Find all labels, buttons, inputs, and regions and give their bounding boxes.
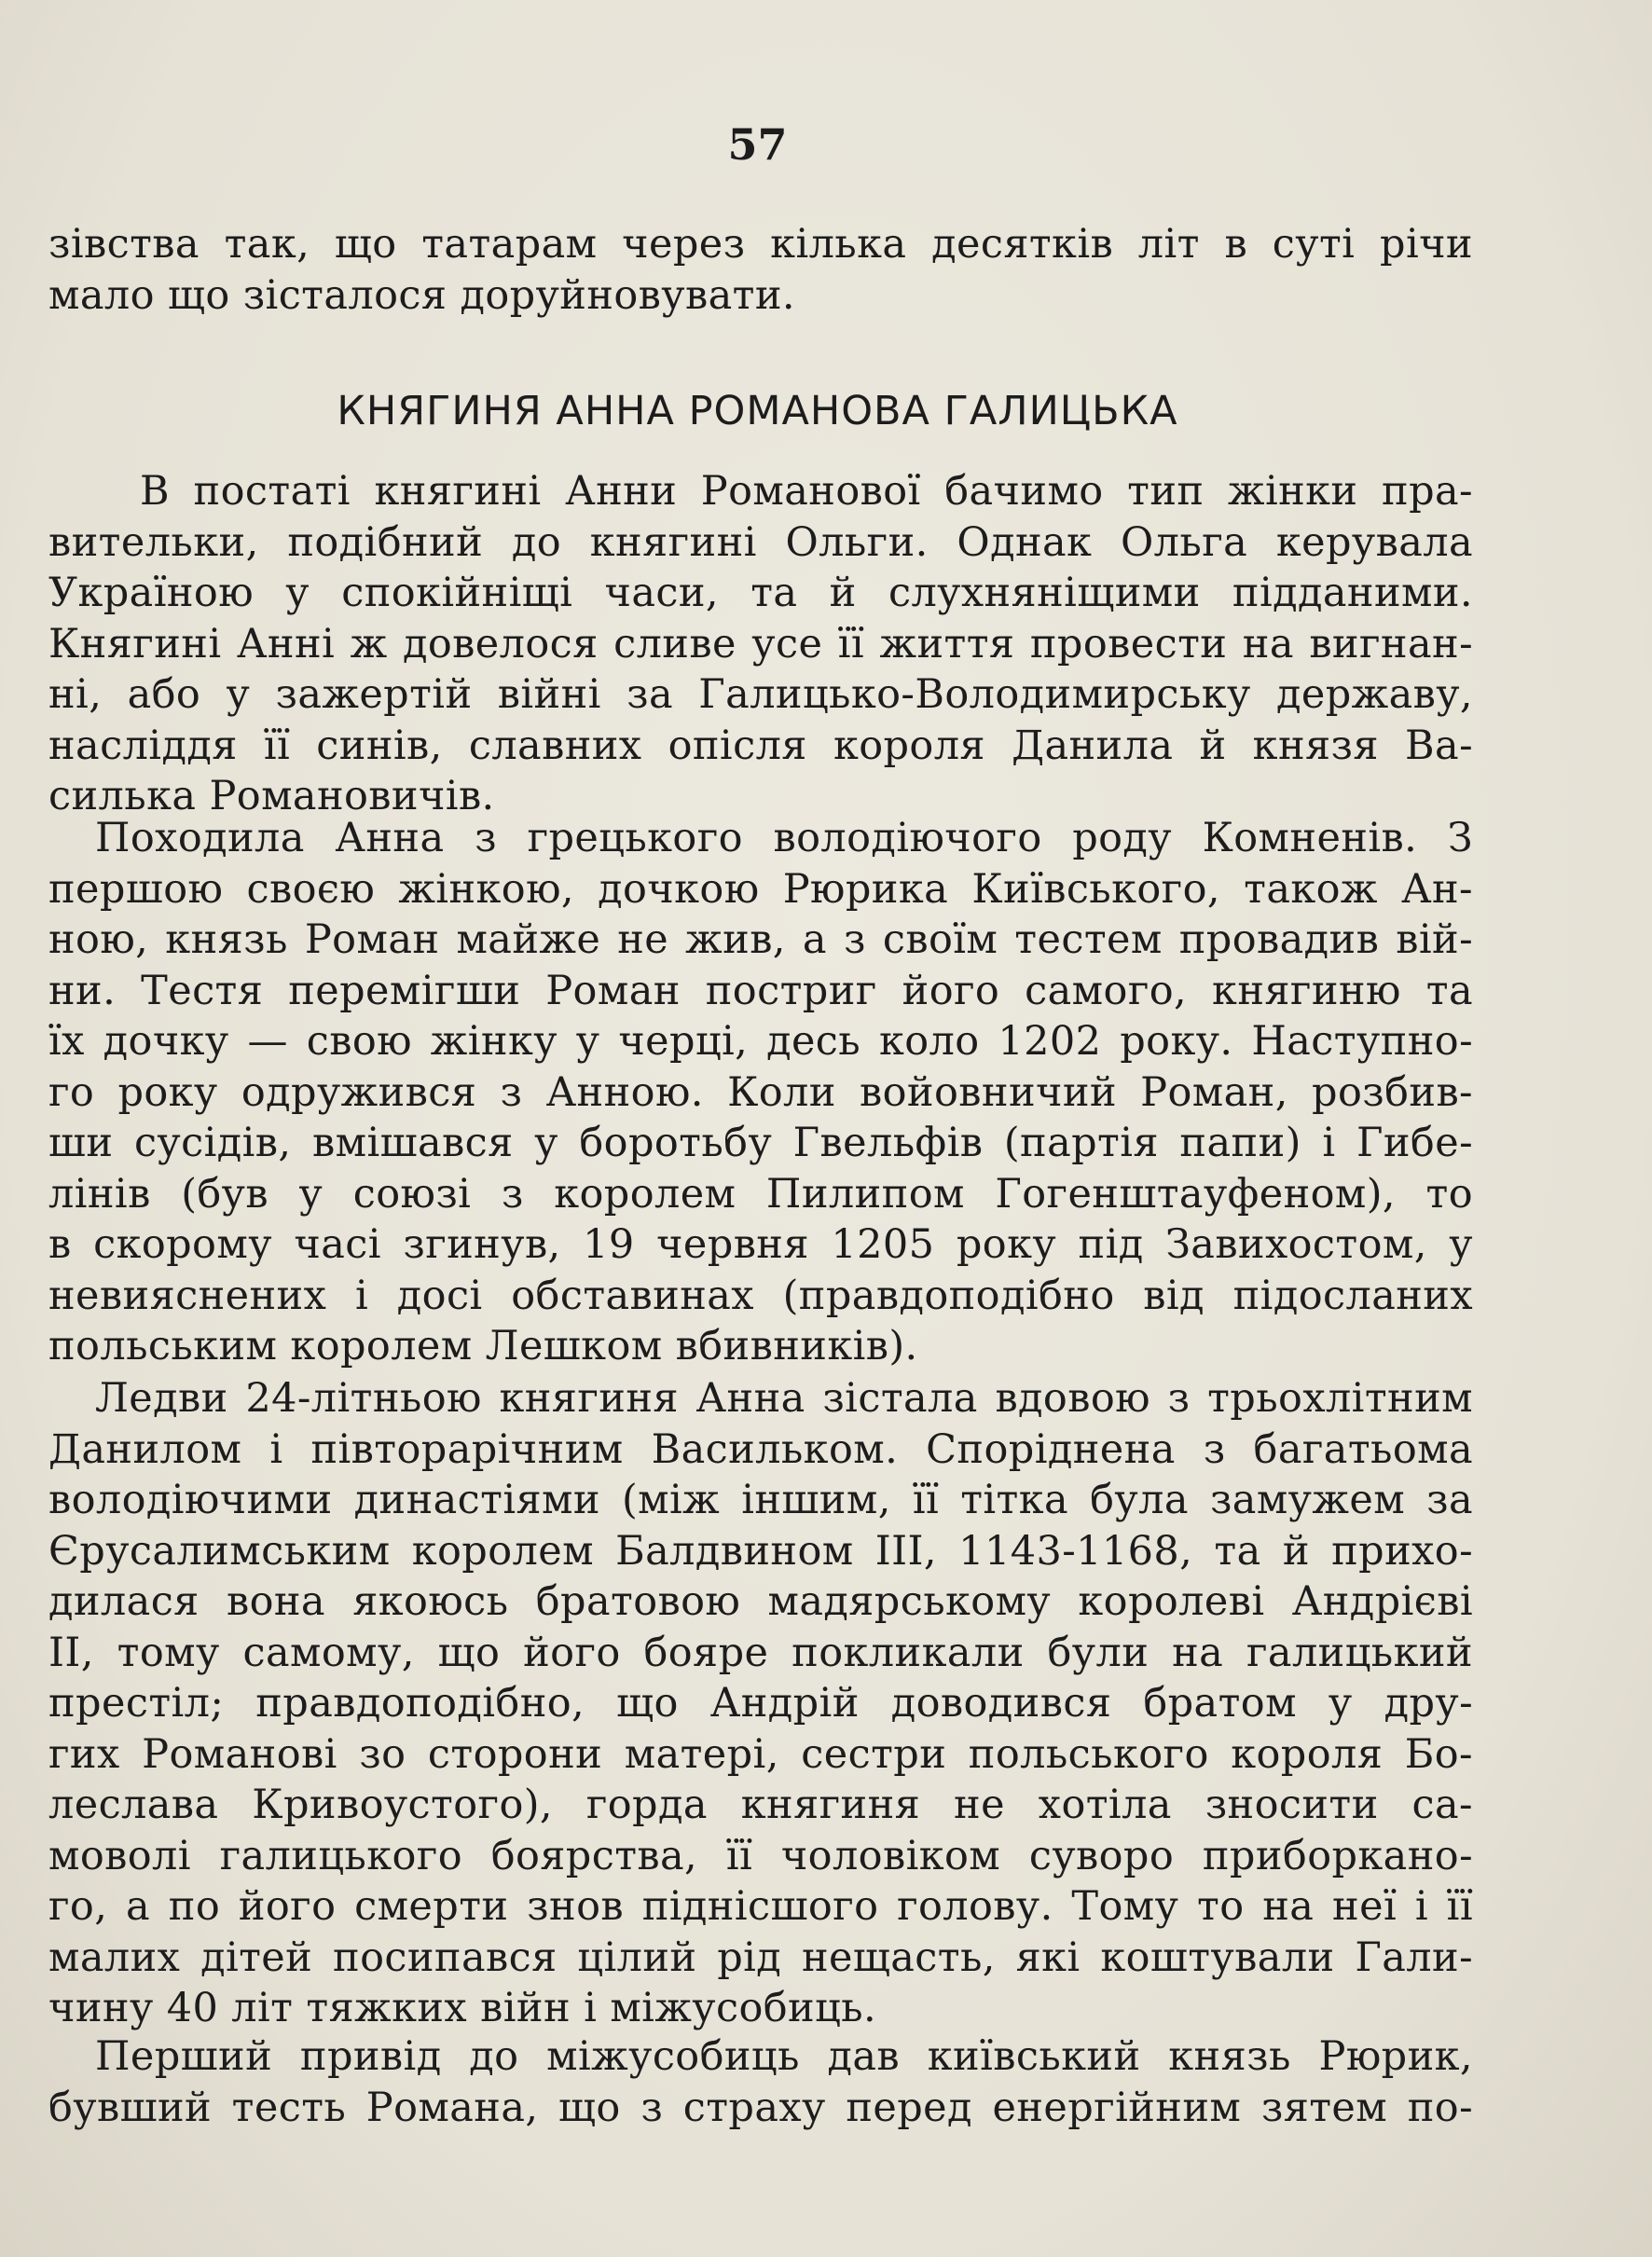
text-line: Україною у спокійніщі часи, та й слухняніщими підданими. — [48, 570, 1473, 616]
text-line: Єрусалимським королем Балдвином III, 1143-1168, та й прихо- — [48, 1527, 1473, 1575]
paragraph-conflict — [48, 2031, 1473, 2133]
text-line: силька Романовичів. — [48, 773, 495, 819]
text-line: ні, або у зажертій війні за Галицько-Володимирську державу, — [48, 671, 1473, 718]
text-line: го, а по його смерти знов піднісшого голову. Тому то на неї і її — [48, 1883, 1473, 1930]
text-line: моволі галицького боярства, її чоловіком суворо приборкано- — [48, 1832, 1473, 1879]
text-line: чину 40 літ тяжких війн і міжусобиць. — [48, 1985, 877, 2031]
text-line: володіючими династіями (між іншим, її тітка була замужем за — [48, 1477, 1473, 1523]
text-line: їх дочку — свою жінку у черці, десь коло 1202 року. Наступно- — [48, 1018, 1473, 1065]
text-line: насліддя її синів, славних опісля короля Данила й князя Ва- — [48, 722, 1473, 769]
text-line: II, тому самому, що його бояре покликали були на галицький — [48, 1629, 1473, 1676]
text-line: малих дітей посипався цілий рід нещасть, які коштували Гали- — [48, 1934, 1473, 1981]
text-line: леслава Кривоустого), горда княгиня не хотіла зносити са- — [48, 1782, 1473, 1828]
text-line: в скорому часі згинув, 19 червня 1205 року під Завихостом, у — [48, 1221, 1473, 1268]
text-line: В постаті княгині Анни Романової бачимо тип жінки пра- — [140, 468, 1473, 515]
text-line: го року одружився з Анною. Коли войовничий Роман, розбив- — [48, 1068, 1473, 1116]
text-line: зівства так, що татарам через кілька десятків літ в суті річи — [48, 221, 1473, 268]
text-line: мало що зісталося доруйновувати. — [48, 271, 795, 319]
text-line: Перший привід до міжусобиць дав київський князь Рюрик, — [95, 2033, 1473, 2080]
section-heading: КНЯГИНЯ АННА РОМАНОВА ГАЛИЦЬКА — [337, 388, 1178, 434]
text-line: ши сусідів, вмішався у боротьбу Гвельфів (партія папи) і Гибе- — [48, 1120, 1473, 1166]
text-line: дилася вона якоюсь братовою мадярському королеві Андрієві — [48, 1578, 1473, 1625]
text-line: Ледви 24-літньою княгиня Анна зістала вдовою з трьохлітним — [95, 1375, 1473, 1422]
text-line: Княгині Анні ж довелося сливе усе її життя провести на вигнан- — [48, 620, 1473, 667]
text-line: невияснених і досі обставинах (правдоподібно від підосланих — [48, 1272, 1473, 1319]
text-line: польським королем Лешком вбивників). — [48, 1323, 918, 1369]
paragraph-intro — [48, 466, 1473, 822]
text-line: бувший тесть Романа, що з страху перед енергійним зятем по- — [48, 2084, 1473, 2131]
paragraph-continuation — [48, 219, 1473, 321]
text-line: ною, князь Роман майже не жив, а з своїм тестем провадив вій- — [48, 916, 1473, 963]
paragraph-widowhood — [48, 1373, 1473, 2034]
text-line: гих Романові зо сторони матері, сестри польського короля Бо- — [48, 1730, 1473, 1778]
text-line: Походила Анна з грецького володіючого роду Комненів. З — [95, 815, 1473, 861]
text-line: престіл; правдоподібно, що Андрій доводився братом у дру- — [48, 1680, 1473, 1727]
text-line: лінів (був у союзі з королем Пилипом Гогенштауфеном), то — [48, 1170, 1473, 1218]
text-line: ни. Тестя перемігши Роман постриг його самого, княгиню та — [48, 967, 1473, 1014]
page-number: 57 — [727, 119, 788, 170]
text-line: першою своєю жінкою, дочкою Рюрика Київського, також Ан- — [48, 865, 1473, 913]
paragraph-origin — [48, 813, 1473, 1372]
text-line: вительки, подібний до княгині Ольги. Однак Ольга керувала — [48, 518, 1473, 566]
text-line: Данилом і півторарічним Васильком. Споріднена з багатьома — [48, 1425, 1473, 1473]
